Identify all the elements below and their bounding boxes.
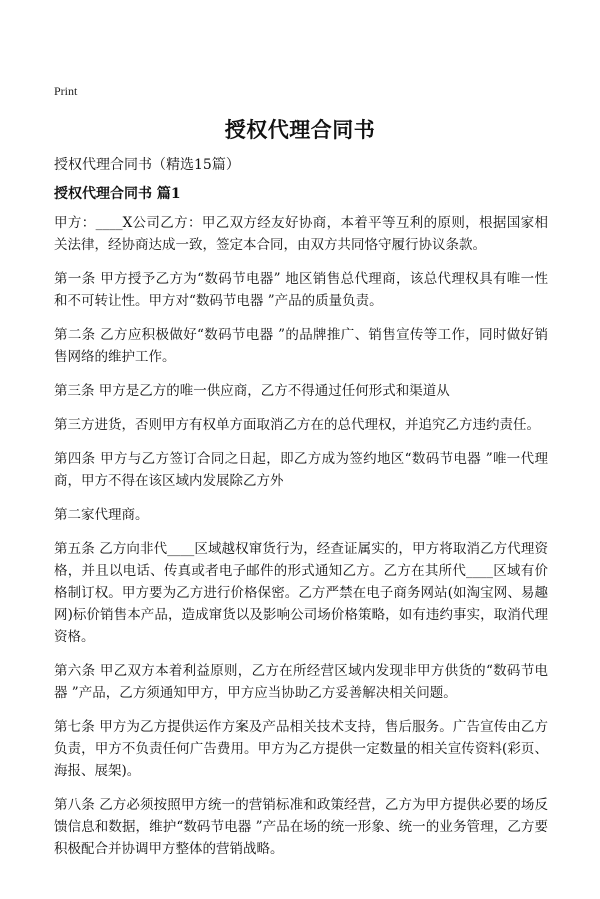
paragraph-article-3: 第三条 甲方是乙方的唯一供应商，乙方不得通过任何形式和渠道从 [54, 383, 450, 399]
page-title: 授权代理合同书 [224, 117, 376, 142]
paragraph-parties: 甲方：____X公司乙方：甲乙双方经友好协商，本着平等互利的原则，根据国家相关法律，经协商达成一致，签定本合同，由双方共同恪守履行协议条款。 [54, 215, 548, 253]
print-link[interactable]: Print [54, 84, 78, 98]
paragraph-article-4-cont: 第二家代理商。 [54, 507, 149, 523]
paragraph-article-8: 第八条 乙方必须按照甲方统一的营销标准和政策经营，乙方为甲方提供必要的场反馈信息和数据，维护“数码节电器 ”产品在场的统一形象、统一的业务管理，乙方要积极配合并协调甲方整体的营销战略。 [54, 797, 548, 857]
paragraph-article-6: 第六条 甲乙双方本着利益原则，乙方在所经营区域内发现非甲方供货的“数码节电器 ”产品，乙方须通知甲方，甲方应当协助乙方妥善解决相关问题。 [54, 663, 548, 701]
paragraph-article-3-cont: 第三方进货，否则甲方有权单方面取消乙方在的总代理权，并追究乙方违约责任。 [54, 417, 540, 433]
paragraph-article-4: 第四条 甲方与乙方签订合同之日起，即乙方成为签约地区“数码节电器 ”唯一代理商，甲方不得在该区域内发展除乙方外 [54, 451, 548, 489]
paragraph-article-7: 第七条 甲方为乙方提供运作方案及产品相关技术支持，售后服务。广告宣传由乙方负责，甲方不负责任何广告费用。甲方为乙方提供一定数量的相关宣传资料(彩页、海报、展架)。 [54, 719, 548, 779]
paragraph-article-5: 第五条 乙方向非代____区域越权窜货行为，经查证属实的，甲方将取消乙方代理资格，并且以电话、传真或者电子邮件的形式通知乙方。乙方在其所代____区域有价格制订权。甲方要为乙方进行价格保密。乙方严禁在电子商务网站(如淘宝网、易趣网)标价销售本产品，造成窜货以及影响公司场价格策略，如有违约事实，取消代理资格。 [54, 541, 548, 645]
paragraph-article-1: 第一条 甲方授予乙方为“数码节电器” 地区销售总代理商，该总代理权具有唯一性和不可转让性。甲方对“数码节电器 ”产品的质量负责。 [54, 271, 548, 309]
paragraph-article-2: 第二条 乙方应积极做好“数码节电器 ”的品牌推广、销售宣传等工作，同时做好销售网络的维护工作。 [54, 327, 548, 365]
document-subtitle: 授权代理合同书（精选15篇） [54, 157, 240, 173]
section-heading: 授权代理合同书 篇1 [54, 186, 181, 202]
document-body [54, 212, 548, 872]
